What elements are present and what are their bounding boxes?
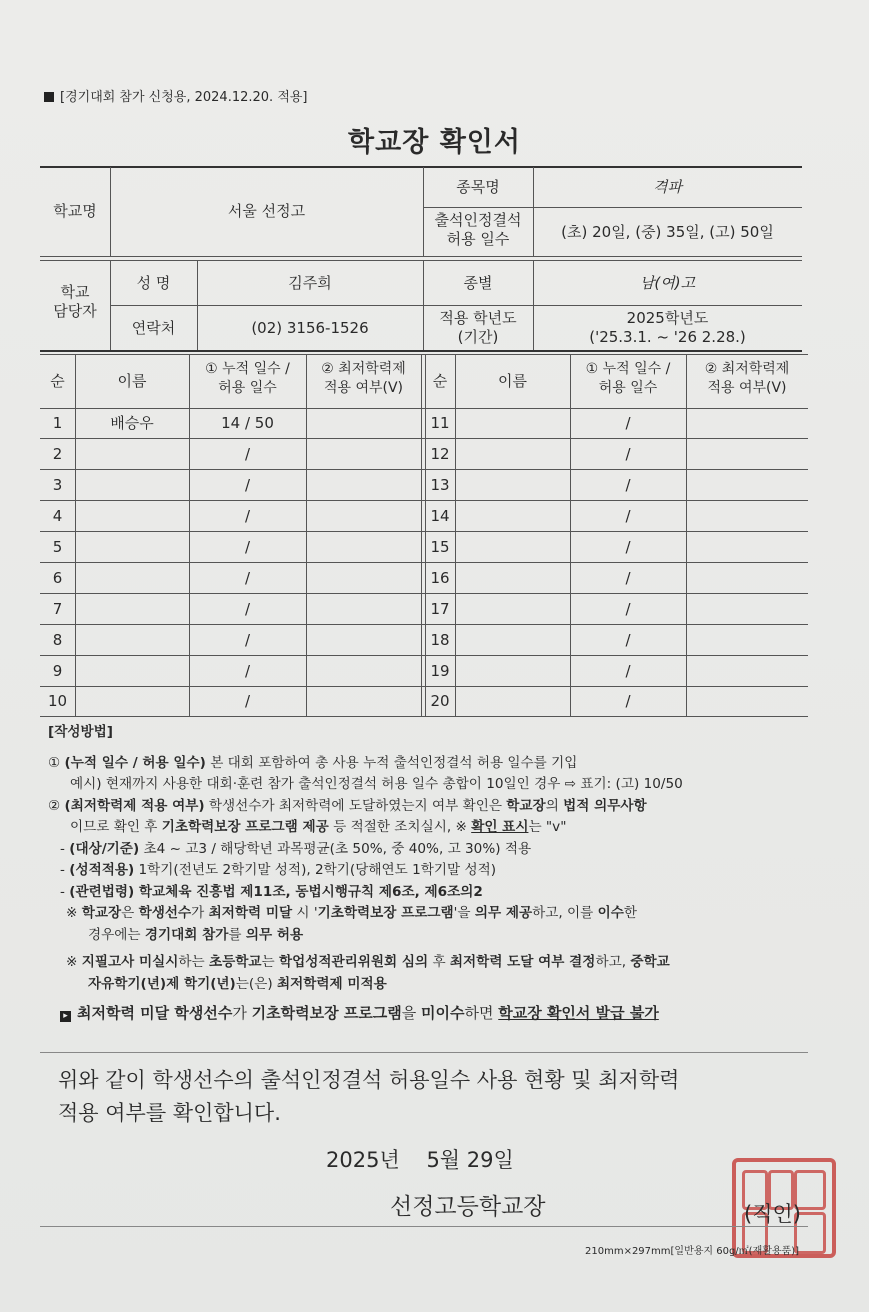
table-row-no: 9 bbox=[52, 661, 63, 680]
table-row-days: / bbox=[244, 630, 251, 649]
table-row-days: / bbox=[244, 599, 251, 618]
event-value: 격파 bbox=[653, 177, 682, 196]
staff-label: 학교 담당자 bbox=[53, 283, 97, 320]
table-row-days: 14 / 50 bbox=[221, 414, 274, 432]
note-2-line2: 이므로 확인 후 기초학력보장 프로그램 제공 등 적절한 조치실시, ※ 확인 표시는 "v" bbox=[70, 819, 567, 835]
remark-2: ※ 지필고사 미실시하는 초등학교는 학업성적관리위원회 심의 후 최저학력 도달 여부 결정하고, 중학교 bbox=[66, 954, 670, 970]
table-row-days: / bbox=[625, 630, 631, 649]
table-row-days: / bbox=[244, 568, 251, 587]
table-row-no: 5 bbox=[52, 537, 63, 556]
table-row-days: / bbox=[625, 568, 631, 587]
name-value: 김주희 bbox=[288, 273, 332, 292]
header-no-left: 순 bbox=[50, 372, 65, 390]
header-name-right: 이름 bbox=[498, 372, 527, 390]
school-label: 학교명 bbox=[53, 202, 97, 220]
table-row-no: 10 bbox=[47, 692, 68, 710]
remark-1: ※ 학교장은 학생선수가 최저학력 미달 시 '기초학력보장 프로그램'을 의무 제공하고, 이를 이수한 bbox=[66, 905, 638, 921]
table-row-no: 16 bbox=[430, 568, 450, 587]
table-row-days: / bbox=[625, 414, 631, 432]
table-row-days: / bbox=[244, 506, 251, 525]
table-row-days: / bbox=[244, 475, 251, 494]
year-value: 2025학년도 ('25.3.1. ~ '26 2.28.) bbox=[589, 309, 746, 346]
header-min-left: ② 최저학력제 적용 여부(V) bbox=[321, 361, 406, 396]
category-value: 남(여)고 bbox=[639, 273, 696, 292]
category-label: 종별 bbox=[463, 273, 493, 292]
year-label: 적용 학년도 (기간) bbox=[439, 309, 517, 346]
square-bullet-icon bbox=[44, 92, 54, 102]
table-row-days: / bbox=[244, 444, 251, 463]
instructions bbox=[48, 722, 818, 1025]
event-label: 종목명 bbox=[456, 177, 500, 196]
header-days-left: ① 누적 일수 / 허용 일수 bbox=[205, 361, 290, 396]
table-row-days: / bbox=[625, 444, 631, 463]
bullet-law: - (관련법령) 학교체육 진흥법 제11조, 동법시행규칙 제6조, 제6조의2 bbox=[60, 883, 483, 900]
table-row-days: / bbox=[244, 692, 251, 710]
table-row-no: 18 bbox=[430, 630, 450, 649]
table-row-days: / bbox=[625, 599, 631, 618]
warning-line: ▸ 최저학력 미달 학생선수가 기초학력보장 프로그램을 미이수하면 학교장 확인서 발급 불가 bbox=[48, 1003, 818, 1025]
table-row-no: 13 bbox=[430, 475, 450, 494]
arrow-box-icon: ▸ bbox=[60, 1011, 71, 1022]
seal-label: (직인) bbox=[744, 1202, 801, 1226]
header-no-right: 순 bbox=[432, 372, 448, 390]
table-row-no: 14 bbox=[430, 506, 450, 525]
table-row-no: 11 bbox=[430, 414, 450, 432]
header-min-right: ② 최저학력제 적용 여부(V) bbox=[704, 361, 790, 396]
note-1-example: 예시) 현재까지 사용한 대회·훈련 참가 출석인정결석 허용 일수 총합이 10일인 경우 ⇨ 표기: (고) 10/50 bbox=[70, 776, 683, 792]
note-1: ① (누적 일수 / 허용 일수) 본 대회 포함하여 총 사용 누적 출석인정결석 허용 일수를 기입 bbox=[48, 754, 578, 771]
table-row-days: / bbox=[625, 692, 631, 710]
remark-2-line2: 자유학기(년)제 학기(년)는(은) 최저학력제 미적용 bbox=[88, 975, 387, 992]
allowed-days-label: 출석인정결석 허용 일수 bbox=[434, 211, 522, 248]
table-row-days: / bbox=[625, 506, 631, 525]
signer-name: 선정고등학교장 bbox=[390, 1194, 546, 1220]
table-row-no: 7 bbox=[52, 599, 63, 618]
header-days-right: ① 누적 일수 / 허용 일수 bbox=[585, 361, 671, 396]
bullet-target: - (대상/기준) 초4 ~ 고3 / 해당학년 과목평균(초 50%, 중 40%, 고 30%) 적용 bbox=[60, 840, 532, 857]
paper-spec-footer: 210mm×297mm[일반용지 60g/㎡(재활용품)] bbox=[585, 1246, 800, 1257]
table-row-no: 3 bbox=[52, 475, 63, 494]
contact-label: 연락처 bbox=[131, 318, 176, 337]
header-note: [경기대회 참가 신청용, 2024.12.20. 적용] bbox=[44, 86, 308, 105]
table-row-name: 배승우 bbox=[110, 414, 154, 432]
table-row-no: 17 bbox=[430, 599, 450, 618]
contact-value: (02) 3156-1526 bbox=[251, 318, 369, 337]
table-row-no: 4 bbox=[52, 506, 63, 525]
bullet-grades: - (성적적용) 1학기(전년도 2학기말 성적), 2학기(당해연도 1학기말 성적) bbox=[60, 862, 497, 878]
table-row-no: 2 bbox=[52, 444, 63, 463]
confirmation-text: 위와 같이 학생선수의 출석인정결석 허용일수 사용 현황 및 최저학력 적용 여부를 확인합니다. bbox=[58, 1068, 680, 1125]
table-row-no: 12 bbox=[430, 444, 450, 463]
note-2: ② (최저학력제 적용 여부) 학생선수가 최저학력에 도달하였는지 여부 확인은 학교장의 법적 의무사항 bbox=[48, 797, 647, 814]
table-row-days: / bbox=[625, 661, 631, 680]
allowed-days-value: (초) 20일, (중) 35일, (고) 50일 bbox=[561, 222, 774, 241]
name-label: 성 명 bbox=[136, 273, 171, 292]
table-row-no: 6 bbox=[52, 568, 63, 587]
remark-1-line2: 경우에는 경기대회 참가를 의무 허용 bbox=[88, 926, 304, 943]
table-row-no: 8 bbox=[52, 630, 63, 649]
table-row-days: / bbox=[244, 661, 251, 680]
header-name-left: 이름 bbox=[117, 372, 147, 390]
table-row-no: 15 bbox=[430, 537, 450, 556]
school-value: 서울 선정고 bbox=[227, 202, 306, 220]
issue-date: 2025년 5월 29일 bbox=[326, 1148, 514, 1172]
table-row-no: 20 bbox=[430, 692, 450, 710]
page-title: 학교장 확인서 bbox=[348, 127, 521, 158]
table-row-days: / bbox=[625, 475, 631, 494]
table-row-no: 19 bbox=[430, 661, 450, 680]
instructions-heading: [작성방법] bbox=[48, 724, 113, 740]
table-row-days: / bbox=[625, 537, 631, 556]
table-row-no: 1 bbox=[52, 414, 63, 432]
table-row-days: / bbox=[244, 537, 251, 556]
